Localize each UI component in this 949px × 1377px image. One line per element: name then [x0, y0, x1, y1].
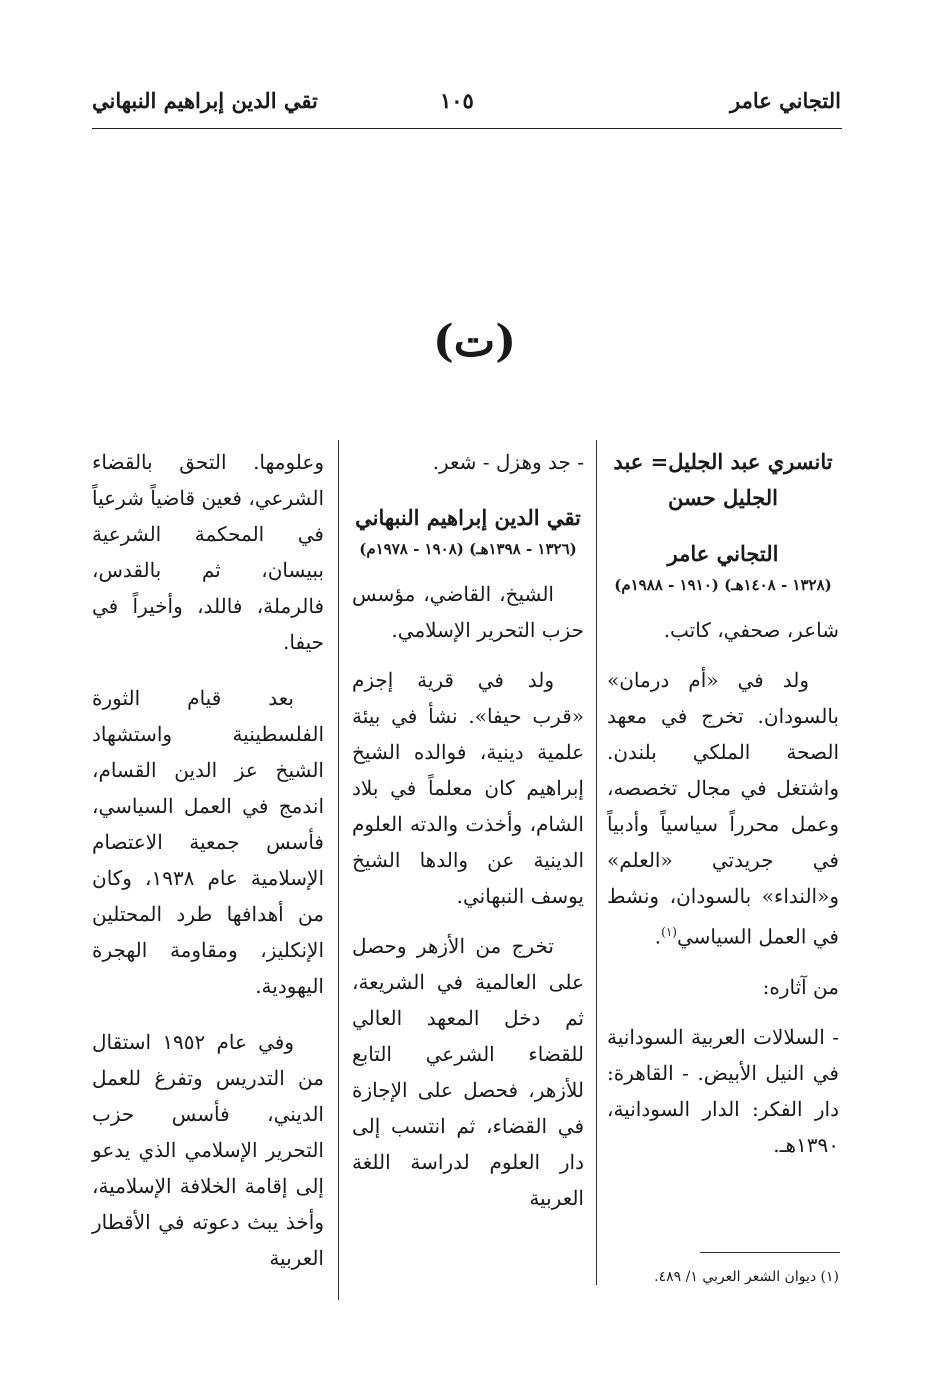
entry-paragraph: وفي عام ١٩٥٢ استقال من التدريس وتفرغ للعمل الديني، فأسس حزب التحرير الإسلامي الذي يدعو إلى إقامة الخلافة الإسلامية، وأخذ يبث دعوته في الأقطار العربية: [92, 1030, 324, 1270]
entry-dates: (١٣٢٨ - ١٤٠٨هـ) (١٩١٠ - ١٩٨٨م): [614, 576, 832, 594]
column-middle: [352, 444, 584, 1216]
column-right: [607, 444, 839, 1163]
entry-title: التجاني عامر: [667, 541, 779, 566]
entry-title: تانسري عبد الجليل= عبد الجليل حسن: [613, 449, 833, 510]
entry-paragraph: - السلالات العربية السودانية في النيل الأبيض. - القاهرة: دار الفكر: الدار السودانية، ١٣٩٠هـ.: [607, 1024, 839, 1157]
footnote-rule: [700, 1252, 840, 1253]
section-letter: (ت): [432, 316, 517, 367]
footnote: (١) ديوان الشعر العربي ١/ ٤٨٩.: [654, 1269, 839, 1285]
column-divider: [596, 440, 597, 1285]
running-header-left: تقي الدين إبراهيم النبهاني: [92, 88, 318, 113]
entry-paragraph: بعد قيام الثورة الفلسطينية واستشهاد الشيخ عز الدين القسام، اندمج في العمل السياسي، فأسس جمعية الاعتصام الإسلامية عام ١٩٣٨، وكان من أهدافها طرد المحتلين الإنكليز، ومقاومة الهجرة اليهودية.: [92, 686, 325, 998]
entry-title: تقي الدين إبراهيم النبهاني: [355, 505, 581, 530]
entry-dates: (١٣٢٦ - ١٣٩٨هـ) (١٩٠٨ - ١٩٧٨م): [359, 540, 577, 558]
column-left: [92, 444, 324, 1276]
column-divider: [338, 440, 339, 1300]
entry-paragraph: من آثاره:: [762, 974, 839, 999]
entry-paragraph: وعلومها. التحق بالقضاء الشرعي، فعين قاضياً شرعياً في المحكمة الشرعية ببيسان، ثم بالقدس، فالرملة، فاللد، وأخيراً في حيفا.: [92, 450, 324, 654]
entry-paragraph: تخرج من الأزهر وحصل على العالمية في الشريعة، ثم دخل المعهد العالي للقضاء الشرعي التابع للأزهر، فحصل على الإجازة في القضاء، ثم انتسب إلى دار العلوم لدراسة اللغة العربية: [352, 934, 584, 1210]
entry-text: ولد في «أم درمان» بالسودان. تخرج في معهد الصحة الملكي بلندن. واشتغل في مجال تخصصه، وعمل محرراً سياسياً وأدبياً في جريدتي «العلم» و«النداء» بالسودان، ونشط في العمل السياسي: [607, 668, 839, 949]
entry-paragraph: ولد في قرية إجزم «قرب حيفا». نشأ في بيئة علمية دينية، فوالده الشيخ إبراهيم كان معلماً في بلاد الشام، وأخذت والدته العلوم الدينية عن والدها الشيخ يوسف النبهاني.: [352, 668, 584, 908]
entry-paragraph: الشيخ، القاضي، مؤسس حزب التحرير الإسلامي.: [352, 582, 584, 642]
entry-paragraph: - جد وهزل - شعر.: [432, 450, 584, 474]
entry-paragraph: شاعر، صحفي، كاتب.: [663, 618, 839, 642]
entry-paragraph: ولد في «أم درمان» بالسودان. تخرج في معهد الصحة الملكي بلندن. واشتغل في مجال تخصصه، وعمل محرراً سياسياً وأدبياً في جريدتي «العلم» و«النداء» بالسودان، ونشط في العمل السياسي$^{(١)}$.: [607, 668, 839, 949]
footnote-ref: (١): [661, 925, 677, 939]
header-rule: [92, 128, 842, 129]
running-header-right: التجاني عامر: [730, 88, 841, 113]
page-number: ١٠٥: [440, 88, 474, 113]
